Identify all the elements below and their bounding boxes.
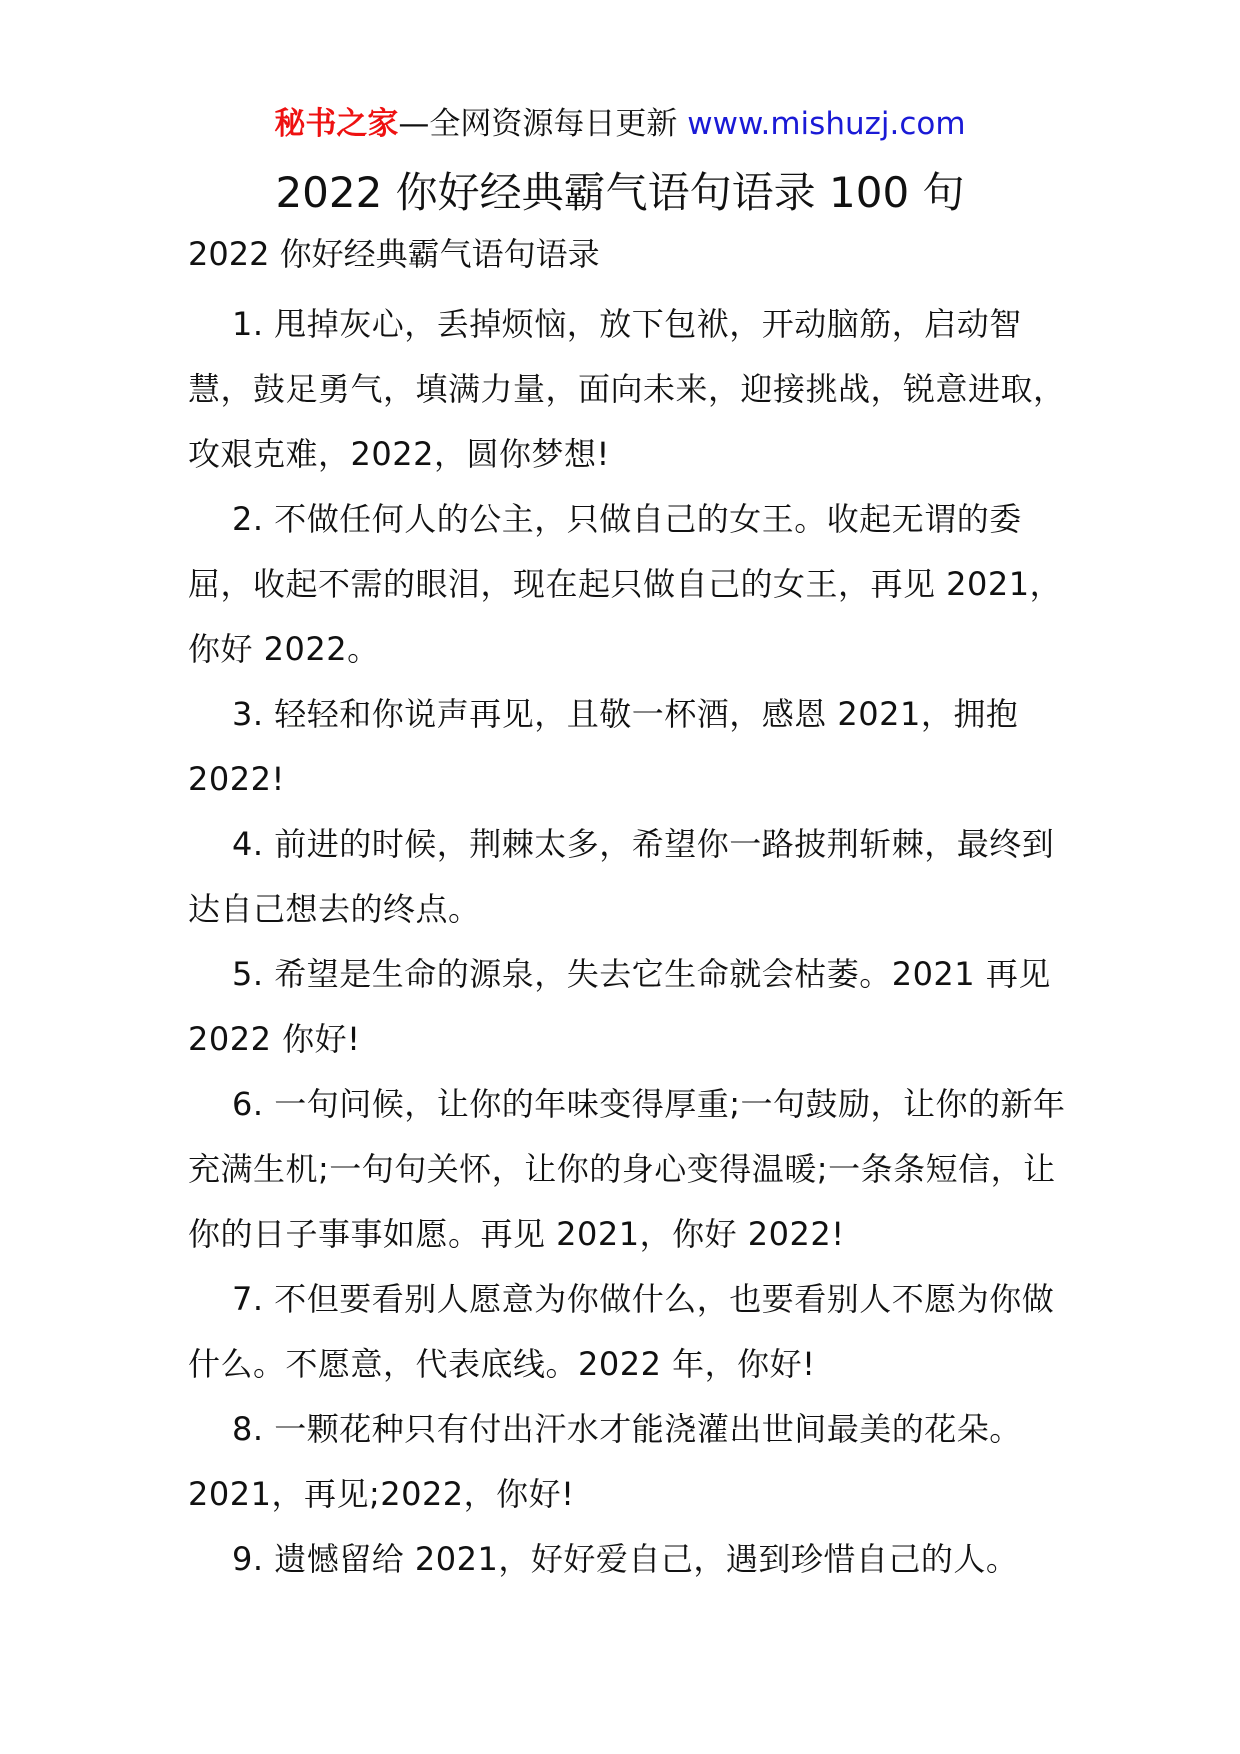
quote-item-9: 9. 遗憾留给 2021，好好爱自己，遇到珍惜自己的人。 bbox=[232, 1540, 1019, 1578]
site-header bbox=[0, 100, 1240, 148]
quote-item-8: 8. 一颗花种只有付出汗水才能浇灌出世间最美的花朵。2021，再见;2022，你好! bbox=[188, 1410, 1022, 1513]
quote-item-1: 1. 甩掉灰心，丢掉烦恼，放下包袱，开动脑筋，启动智慧，鼓足勇气，填满力量，面向未来，迎接挑战，锐意进取，攻艰克难，2022，圆你梦想! bbox=[188, 305, 1066, 473]
brand-name: 秘书之家 bbox=[274, 106, 399, 142]
quote-item-7: 7. 不但要看别人愿意为你做什么，也要看别人不愿为你做什么。不愿意，代表底线。2022 年，你好! bbox=[188, 1280, 1055, 1383]
quote-item-4: 4. 前进的时候，荆棘太多，希望你一路披荆斩棘，最终到达自己想去的终点。 bbox=[188, 825, 1055, 928]
quote-item-3: 3. 轻轻和你说声再见，且敬一杯酒，感恩 2021，拥抱 2022! bbox=[188, 695, 1019, 798]
quote-item-5: 5. 希望是生命的源泉，失去它生命就会枯萎。2021 再见 2022 你好! bbox=[188, 955, 1051, 1058]
site-slogan: —全网资源每日更新 bbox=[398, 106, 678, 142]
document-subtitle: 2022 你好经典霸气语句语录 bbox=[188, 235, 600, 273]
quote-item-2: 2. 不做任何人的公主，只做自己的女王。收起无谓的委屈，收起不需的眼泪，现在起只做自己的女王，再见 2021，你好 2022。 bbox=[188, 500, 1063, 668]
quote-item-6: 6. 一句问候，让你的年味变得厚重;一句鼓励，让你的新年充满生机;一句句关怀，让你的身心变得温暖;一条条短信，让你的日子事事如愿。再见 2021，你好 2022! bbox=[188, 1085, 1066, 1253]
quote-list bbox=[188, 292, 1068, 1592]
site-url-link[interactable]: www.mishuzj.com bbox=[687, 106, 966, 142]
document-title: 2022 你好经典霸气语句语录 100 句 bbox=[275, 168, 965, 217]
